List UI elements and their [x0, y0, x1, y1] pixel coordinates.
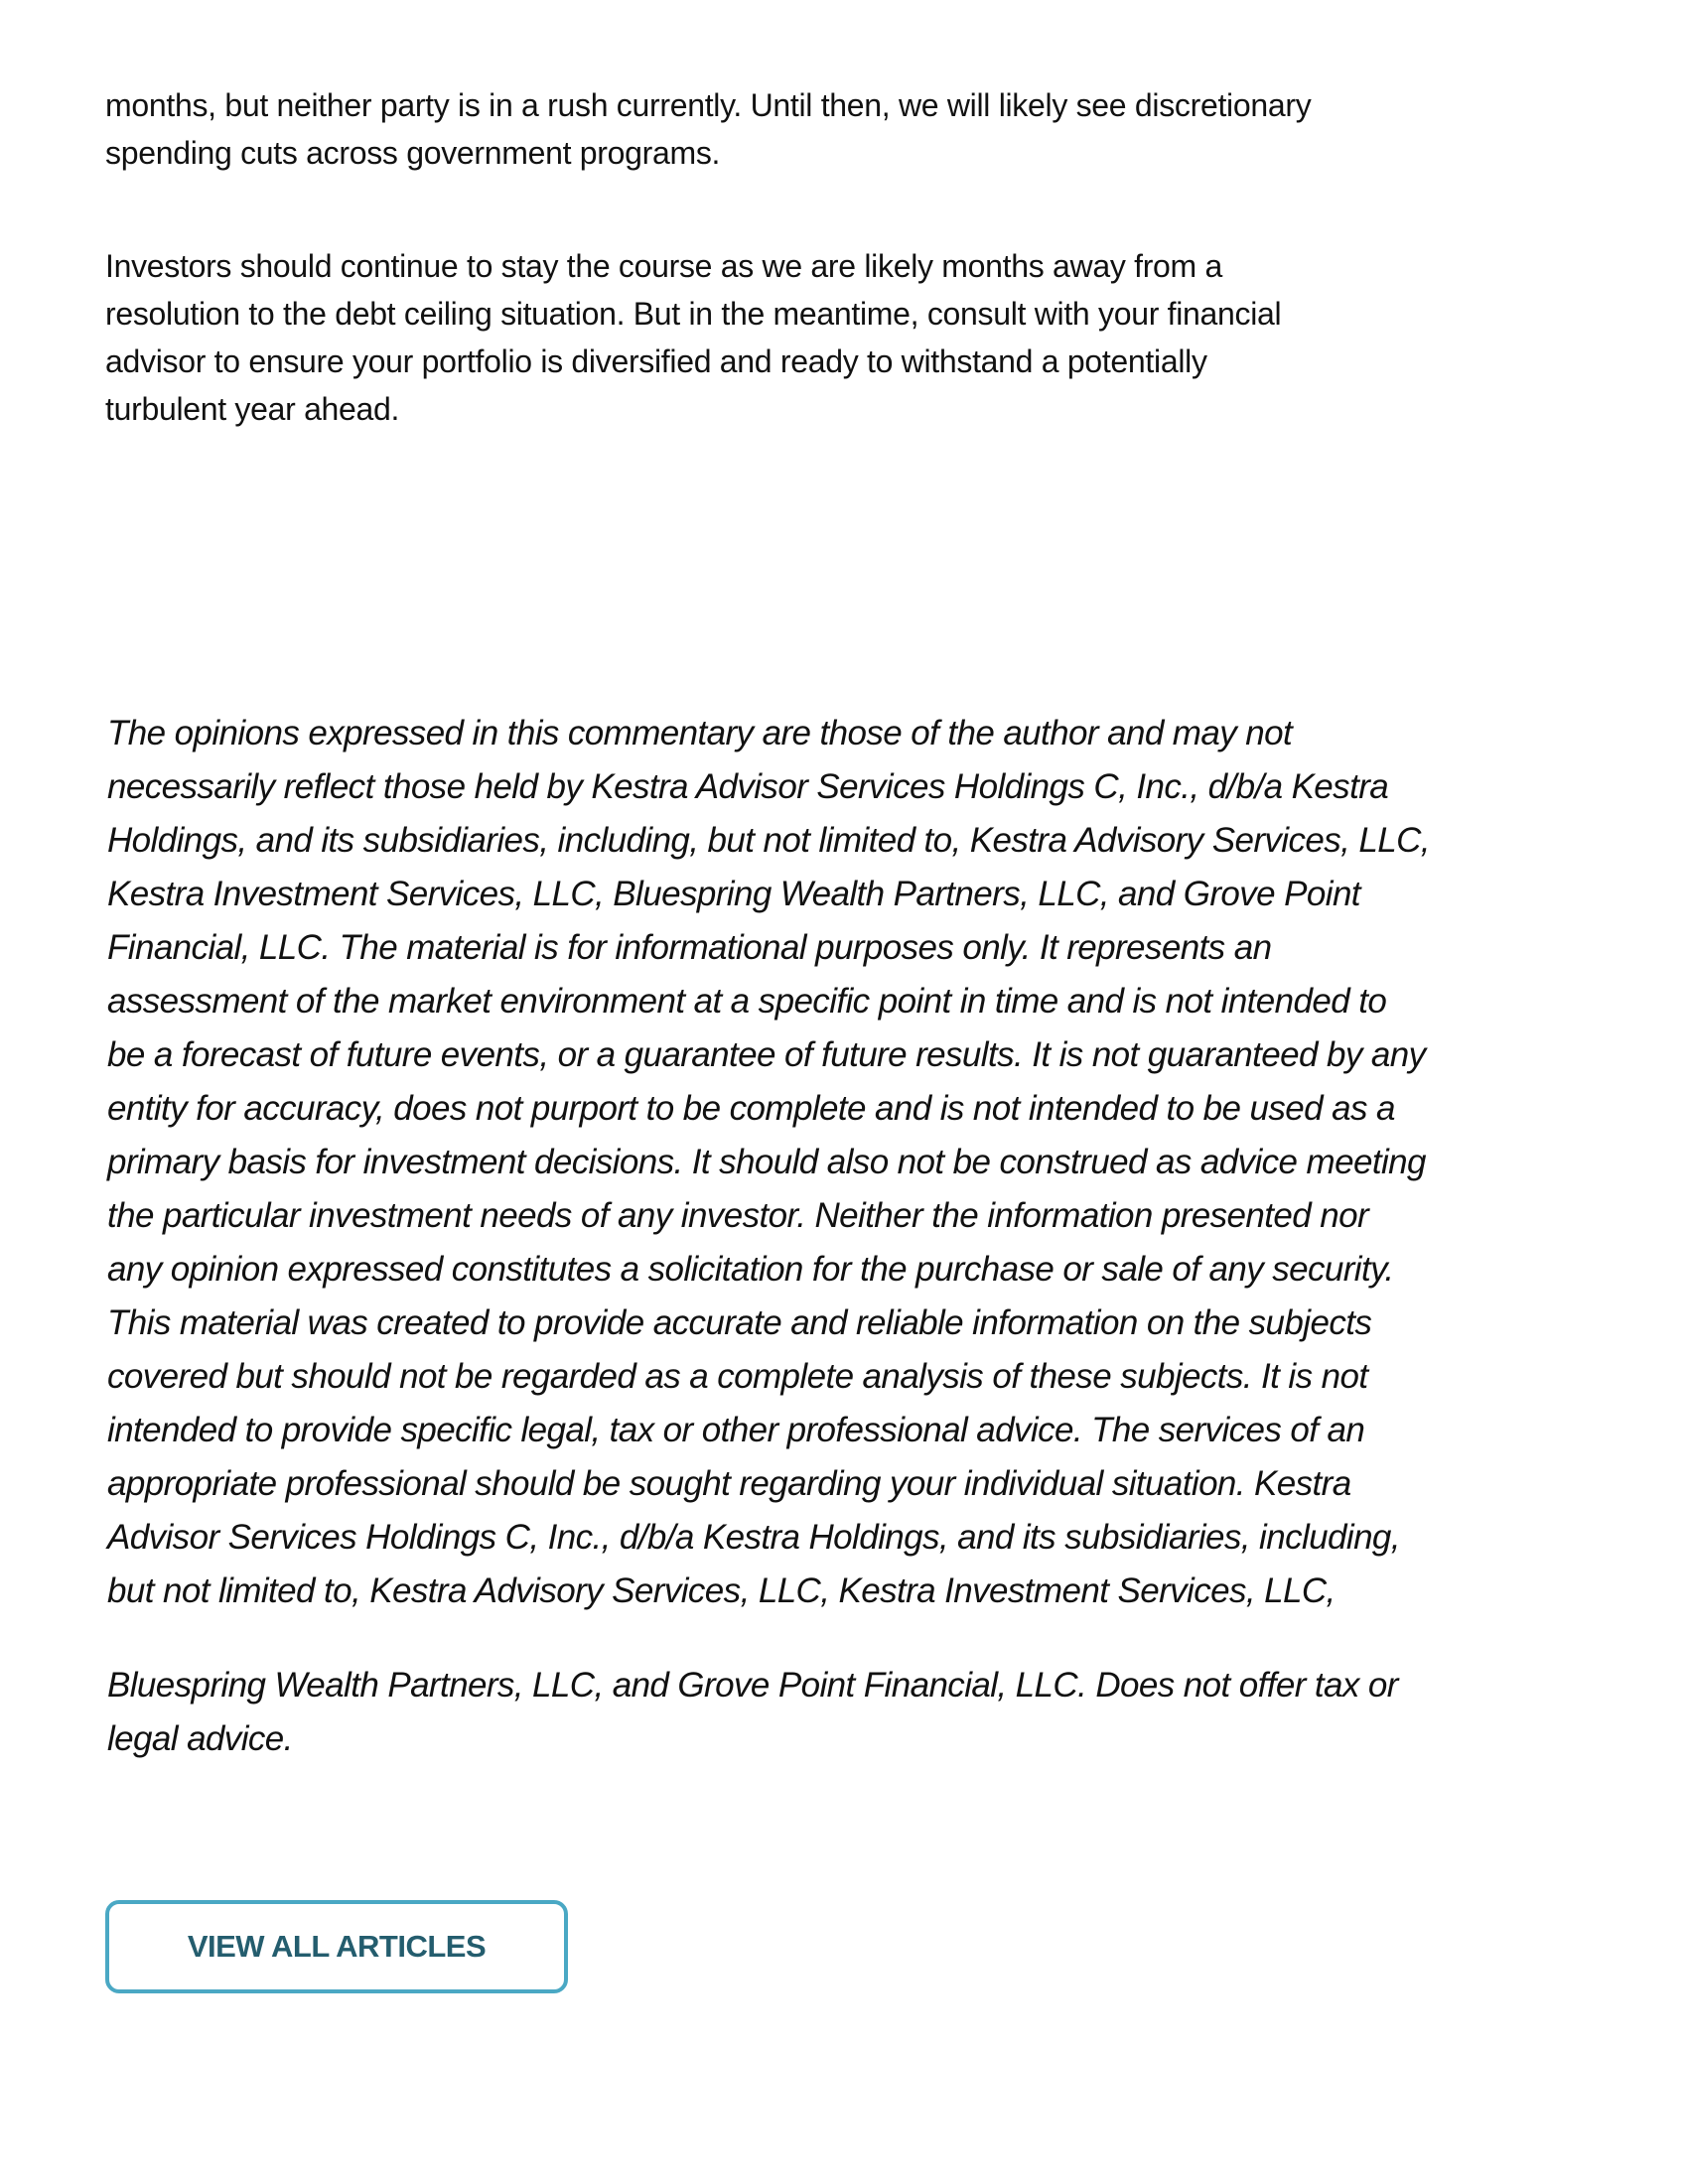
disclaimer-line: Holdings, and its subsidiaries, including, but not limited to, Kestra Advisory Services, LLC, [107, 821, 1430, 860]
disclaimer-line: entity for accuracy, does not purport to be complete and is not intended to be used as a [107, 1089, 1395, 1128]
text-line: months, but neither party is in a rush currently. Until then, we will likely see discretionary [105, 87, 1312, 123]
disclaimer-line: Advisor Services Holdings C, Inc., d/b/a Kestra Holdings, and its subsidiaries, including, [107, 1518, 1400, 1557]
disclaimer-line: the particular investment needs of any investor. Neither the information presented nor [107, 1196, 1369, 1235]
disclaimer-line: covered but should not be regarded as a complete analysis of these subjects. It is not [107, 1357, 1368, 1396]
disclaimer-line: necessarily reflect those held by Kestra Advisor Services Holdings C, Inc., d/b/a Kestra [107, 767, 1389, 806]
disclaimer-line: but not limited to, Kestra Advisory Services, LLC, Kestra Investment Services, LLC, [107, 1571, 1336, 1610]
disclaimer-line: This material was created to provide accurate and reliable information on the subjects [107, 1303, 1372, 1342]
view-all-articles-button[interactable] [105, 1900, 568, 1993]
disclaimer-line: any opinion expressed constitutes a solicitation for the purchase or sale of any security. [107, 1250, 1394, 1289]
disclaimer-line: Financial, LLC. The material is for informational purposes only. It represents an [107, 928, 1272, 967]
disclaimer-line: The opinions expressed in this commentary are those of the author and may not [107, 714, 1293, 752]
disclaimer-line: appropriate professional should be sought regarding your individual situation. Kestra [107, 1464, 1351, 1503]
text-line: spending cuts across government programs. [105, 135, 721, 171]
disclaimer-line: be a forecast of future events, or a guarantee of future results. It is not guaranteed by any [107, 1035, 1426, 1074]
disclaimer-line: Kestra Investment Services, LLC, Bluespring Wealth Partners, LLC, and Grove Point [107, 875, 1360, 913]
disclaimer-line: assessment of the market environment at a specific point in time and is not intended to [107, 982, 1387, 1021]
text-line: resolution to the debt ceiling situation. But in the meantime, consult with your financial [105, 296, 1282, 332]
view-all-articles-label: VIEW ALL ARTICLES [187, 1929, 487, 1964]
text-line: Investors should continue to stay the course as we are likely months away from a [105, 248, 1223, 284]
disclaimer-line: Bluespring Wealth Partners, LLC, and Grove Point Financial, LLC. Does not offer tax or [107, 1666, 1398, 1705]
text-line: advisor to ensure your portfolio is diversified and ready to withstand a potentially [105, 343, 1207, 379]
disclaimer-line: intended to provide specific legal, tax or other professional advice. The services of an [107, 1411, 1365, 1449]
disclaimer-line: legal advice. [107, 1719, 293, 1758]
disclaimer-line: primary basis for investment decisions. It should also not be construed as advice meeting [107, 1143, 1426, 1181]
text-line: turbulent year ahead. [105, 391, 400, 427]
